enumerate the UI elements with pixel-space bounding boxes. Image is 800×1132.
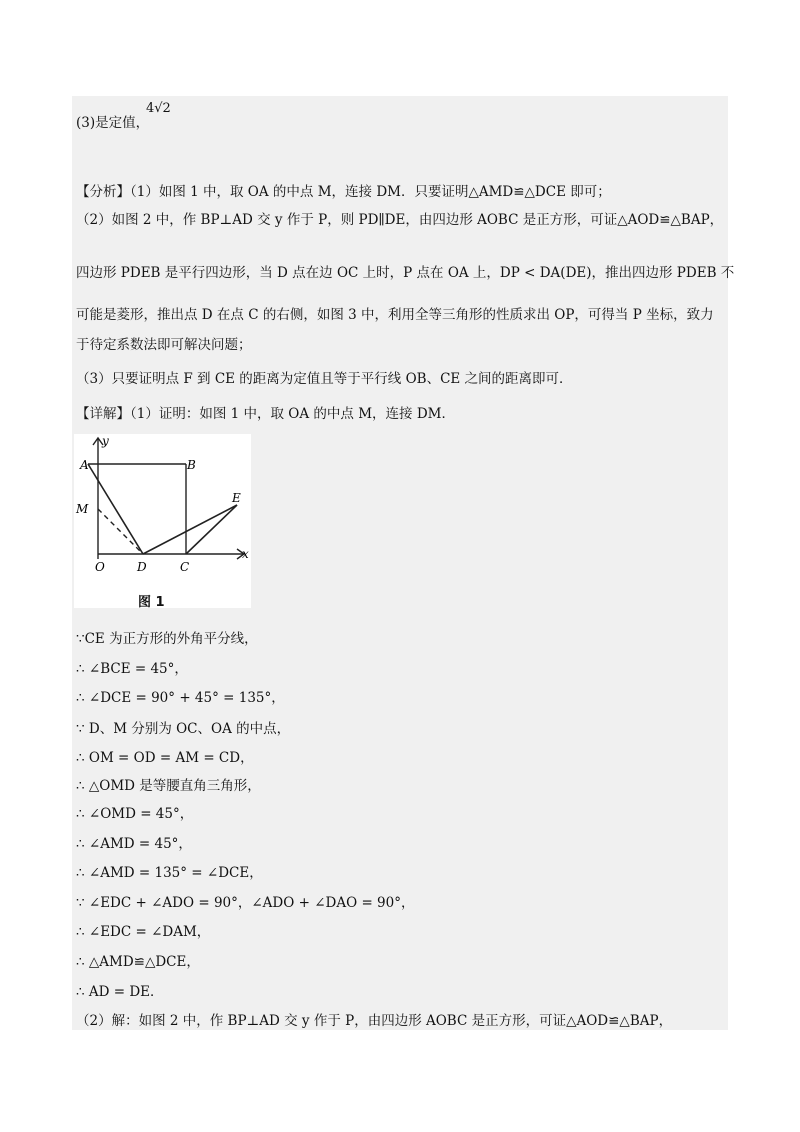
part3-answer-label: (3)是定值，	[76, 115, 150, 131]
proof-line-6: ∴ △OMD 是等腰直角三角形，	[76, 778, 261, 794]
label-y: y	[102, 434, 109, 448]
figure-1-caption: 图 1	[138, 595, 165, 610]
analysis-line-3: 四边形 PDEB 是平行四边形，当 D 点在边 OC 上时，P 点在 OA 上，DP < DA(DE)，推出四边形 PDEB 不	[76, 265, 735, 281]
label-M: M	[76, 502, 89, 516]
analysis-line-5: 于待定系数法即可解决问题；	[76, 337, 252, 353]
figure-1-diagram	[74, 434, 251, 608]
proof-line-7: ∴ ∠OMD = 45°，	[76, 806, 194, 822]
proof-line-9: ∴ ∠AMD = 135° = ∠DCE，	[76, 865, 263, 881]
label-E: E	[232, 491, 241, 505]
analysis-line-2: （2）如图 2 中，作 BP⊥AD 交 y 作于 P，则 PD∥DE，由四边形 AOBC 是正方形，可证△AOD≌△BAP，	[76, 212, 724, 228]
segment-AD	[88, 464, 143, 554]
analysis-line-6: （3）只要证明点 F 到 CE 的距离为定值且等于平行线 OB、CE 之间的距离即可．	[76, 371, 573, 387]
label-A: A	[80, 458, 89, 472]
analysis-line-4: 可能是菱形，推出点 D 在点 C 的右侧，如图 3 中，利用全等三角形的性质求出 OP，可得当 P 坐标，致力	[76, 307, 714, 323]
proof-line-8: ∴ ∠AMD = 45°，	[76, 836, 192, 852]
proof-line-2: ∴ ∠BCE = 45°，	[76, 661, 188, 677]
proof-line-11: ∴ ∠EDC = ∠DAM，	[76, 924, 211, 940]
proof-line-3: ∴ ∠DCE = 90° + 45° = 135°，	[76, 690, 285, 706]
label-O: O	[95, 560, 105, 574]
segment-DE	[143, 505, 237, 554]
label-C: C	[180, 560, 190, 574]
label-x: x	[242, 547, 249, 561]
figure-1	[74, 434, 251, 608]
part3-answer-value: 4√2	[146, 101, 171, 116]
proof-line-1: ∵CE 为正方形的外角平分线，	[76, 631, 258, 647]
proof-line-13: ∴ AD = DE．	[76, 984, 164, 1000]
label-D: D	[137, 560, 147, 574]
proof-line-4: ∵ D、M 分别为 OC、OA 的中点，	[76, 721, 291, 737]
label-B: B	[187, 458, 196, 472]
proof-line-12: ∴ △AMD≌△DCE，	[76, 954, 200, 970]
proof-line-10: ∵ ∠EDC + ∠ADO = 90°，∠ADO + ∠DAO = 90°，	[76, 895, 415, 911]
part2-line: （2）解：如图 2 中，作 BP⊥AD 交 y 作于 P，由四边形 AOBC 是正方形，可证△AOD≌△BAP，	[76, 1013, 673, 1029]
detail-heading: 【详解】（1）证明：如图 1 中，取 OA 的中点 M，连接 DM．	[76, 406, 455, 422]
analysis-line-1: 【分析】（1）如图 1 中，取 OA 的中点 M，连接 DM．只要证明△AMD≌△DCE 即可；	[76, 184, 611, 200]
segment-CE	[186, 505, 237, 554]
proof-line-5: ∴ OM = OD = AM = CD，	[76, 750, 254, 766]
